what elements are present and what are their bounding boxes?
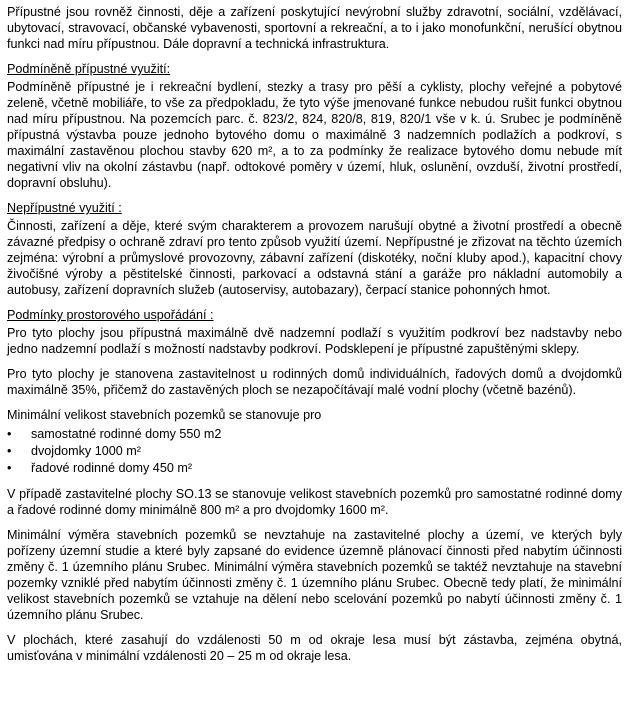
floors-paragraph: Pro tyto plochy jsou přípustná maximálně dvě nadzemní podlaží s využitím podkroví bez nadstavby nebo jedno nadzemní podlaží s možností nadstavby podkroví. Podsklepení je přípustné zapuštěnými sklepy. — [7, 326, 622, 356]
conditional-use-heading: Podmíněně přípustné využití: — [7, 62, 171, 76]
so13-paragraph: V případě zastavitelné plochy SO.13 se stanovuje velikost stavebních pozemků pro samostatné rodinné domy a řadové rodinné domy minimálně 800 m² a pro dvojdomky 1600 m². — [7, 487, 622, 517]
min-plot-size-list — [7, 426, 622, 477]
forest-distance-paragraph: V plochách, které zasahují do vzdálenosti 50 m od okraje lesa musí být zástavba, zejména obytná, umisťována v minimální vzdálenosti 20 – 25 m od okraje lesa. — [7, 633, 622, 663]
list-item: • dvojdomky 1000 m² — [7, 443, 622, 460]
built-area-paragraph: Pro tyto plochy je stanovena zastavitelnost u rodinných domů individuálních, řadových domů a dvojdomků maximálně 35%, přičemž do zastavěných ploch se nezapočítávají malé vodní plochy (včetně bazénů). — [7, 367, 622, 397]
conditional-use-paragraph: Podmíněně přípustné je i rekreační bydlení, stezky a trasy pro pěší a cyklisty, plochy veřejné a pobytové zeleně, včetně mobiliáře, to vše za předpokladu, že tyto výše jmenované funkce nebudou rušit funkci obytnou nad míru přípustnou. Na pozemcích parc. č. 823/2, 824, 820/8, 819, 820/1 vše v k. ú. Srubec je podmíněně přípustná výstavba pouze jednoho bytového domu o maximálně 3 nadzemních podlažích a podkroví, s maximální zastavěnou plochou stavby 620 m², a to za podmínky že realizace bytového domu nebude mít negativní vliv na okolní zástavbu (např. odtokové poměry v území, hluk, oslunění, ovzduší, životní prostředí, dopravní obsluhu). — [7, 80, 622, 190]
min-area-exception-paragraph: Minimální výměra stavebních pozemků se nevztahuje na zastavitelné plochy a území, ve kterých byly pořízeny územní studie a které byly zapsané do evidence územně plánovací činnosti před nabytím účinnosti změny č. 1 územního plánu Srubec. Minimální výměra stavebních pozemků se taktéž nevztahuje na stavební pozemky vzniklé před nabytím účinnosti změny č. 1 územního plánu Srubec. Obecně tedy platí, že minimální velikost stavebních pozemků se vztahuje na dělení nebo scelování pozemků po nabytí účinnosti změny č. 1 územního plánu Srubec. — [7, 528, 622, 622]
min-plot-size-intro: Minimální velikost stavebních pozemků se stanovuje pro — [7, 408, 322, 422]
forbidden-use-heading: Nepřípustné využití : — [7, 201, 122, 215]
list-item: • samostatné rodinné domy 550 m2 — [7, 426, 622, 443]
intro-paragraph: Přípustné jsou rovněž činnosti, děje a zařízení poskytující nevýrobní služby zdravotní, sociální, vzdělávací, ubytovací, stravovací, občanské vybavenosti, sportovní a rekreační, a to i jako monofunkční, nerušící obytnou funkci nad míru přípustnou. Dále dopravní a technická infrastruktura. — [7, 5, 622, 51]
list-item: • řadové rodinné domy 450 m² — [7, 460, 622, 477]
forbidden-use-paragraph: Činnosti, zařízení a děje, které svým charakterem a provozem narušují obytné a životní prostředí a obecně závazné předpisy o ochraně zdraví pro tento způsob využití území. Nepřípustné je zřizovat na těchto územích zejména: výrobní a průmyslové provozovny, zábavní zařízení (diskotéky, noční kluby apod.), kapacitní chovy živočišné výroby a pěstitelské činnosti, parkovací a odstavná stání a garáže pro nákladní automobily a autobusy, zařízení dopravních služeb (autoservisy, autobazary), čerpací stanice pohonných hmot. — [7, 219, 622, 297]
spatial-conditions-heading: Podmínky prostorového uspořádání : — [7, 308, 214, 322]
